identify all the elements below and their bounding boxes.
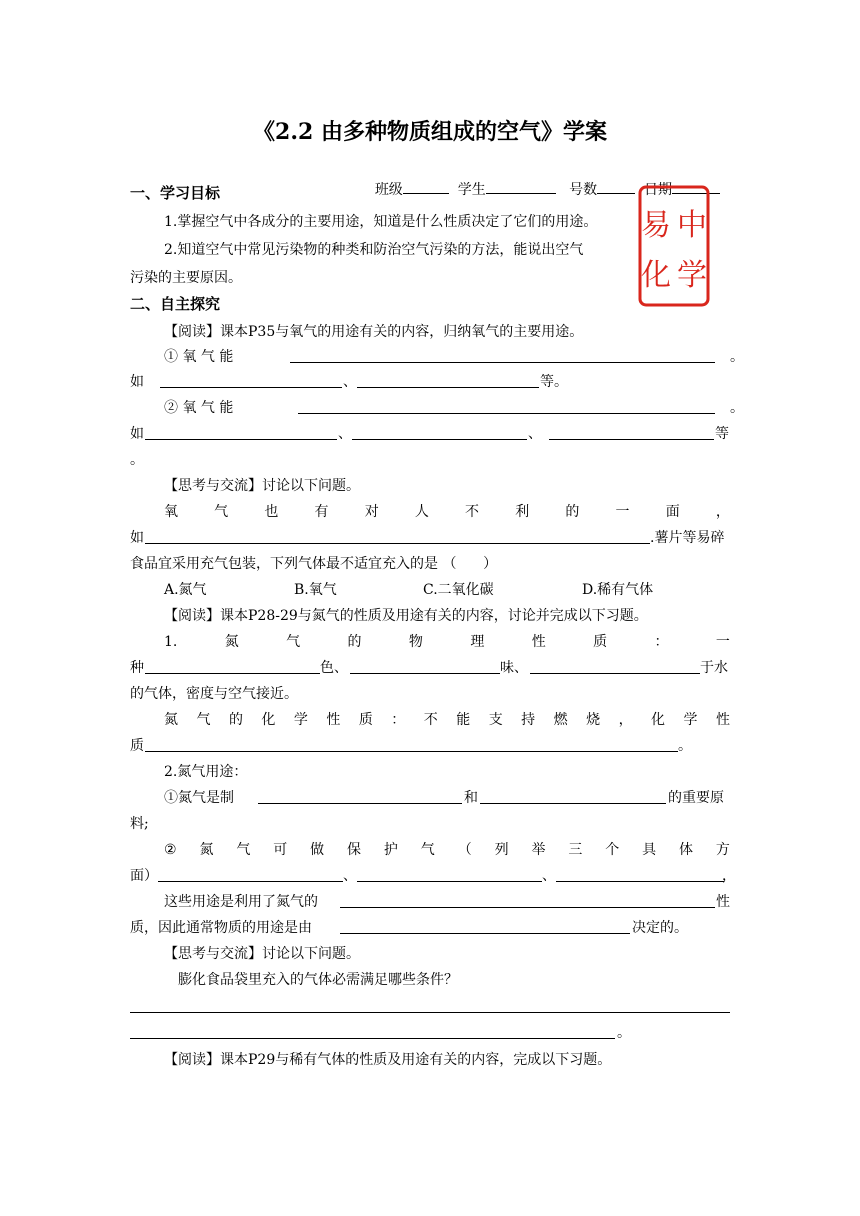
question-line: 食品宜采用充气包装，下列气体最不适宜充入的是 （ ） — [130, 556, 498, 572]
protect-c-blank[interactable] — [556, 881, 724, 882]
number-blank[interactable] — [597, 178, 635, 194]
liao-text: 料; — [130, 816, 149, 832]
oxygen-harm-line: 氧 气 也 有 对 人 不 利 的 一 面 ， — [164, 504, 730, 520]
solubility-blank[interactable] — [530, 673, 700, 674]
choice-b[interactable]: B.氧气 — [294, 582, 337, 598]
think-discuss-1: 【思考与交流】讨论以下问题。 — [164, 478, 360, 494]
svg-text:易: 易 — [641, 208, 671, 243]
chips-text: .薯片等易碎 — [650, 530, 725, 546]
raw-material-b-blank[interactable] — [480, 803, 666, 804]
example-label: 如 — [130, 374, 144, 390]
choice-d[interactable]: D.稀有气体 — [582, 582, 654, 598]
goal-2a: 2.知道空气中常见污染物的种类和防治空气污染的方法，能说出空气 — [164, 242, 584, 258]
period-mark: 。 — [617, 1025, 631, 1041]
svg-text:化: 化 — [641, 258, 671, 293]
period-mark: 。 — [730, 349, 744, 365]
dun-mark: 、 — [343, 868, 357, 884]
goal-1: 1.掌握空气中各成分的主要用途，知道是什么性质决定了它们的用途。 — [164, 214, 598, 230]
class-blank[interactable] — [403, 178, 449, 194]
oxygen-example-1b-blank[interactable] — [357, 387, 539, 388]
number-label: 号数 — [569, 182, 598, 198]
water-text: 于水 — [700, 660, 728, 676]
smell-blank[interactable] — [350, 673, 500, 674]
period-mark: 。 — [678, 738, 692, 754]
dun-mark: 、 — [338, 426, 352, 442]
important-text: 的重要原 — [668, 790, 724, 806]
decided-text: 决定的。 — [632, 920, 688, 936]
example-label: 如 — [130, 530, 144, 546]
smell-text: 味、 — [500, 660, 528, 676]
these-uses-text: 这些用途是利用了氮气的 — [164, 894, 318, 910]
period-mark: 。 — [130, 452, 144, 468]
oxygen-use-2-blank[interactable] — [298, 413, 715, 414]
school-seal-stamp — [638, 185, 710, 307]
puffed-answer-blank-2[interactable] — [130, 1038, 615, 1039]
nitrogen-use-2-line: ② 氮 气 可 做 保 护 气 （ 列 举 三 个 具 体 方 — [164, 842, 730, 858]
zhi-text: 质 — [130, 738, 144, 754]
oxygen-harm-blank[interactable] — [145, 543, 650, 544]
nitrogen-use-1-label: ①氮气是制 — [164, 790, 234, 806]
think-discuss-2: 【思考与交流】讨论以下问题。 — [164, 946, 360, 962]
oxygen-use-2-label: ② 氧 气 能 — [164, 400, 234, 416]
he-text: 和 — [464, 790, 478, 806]
period-mark: 。 — [730, 400, 744, 416]
choice-a[interactable]: A.氮气 — [164, 582, 207, 598]
dun-mark: 、 — [528, 426, 542, 442]
color-blank[interactable] — [145, 673, 320, 674]
comma-mark: ， — [722, 868, 736, 884]
color-text: 色、 — [320, 660, 348, 676]
deng-mark: 等 — [715, 426, 729, 442]
therefore-text: 质，因此通常物质的用途是由 — [130, 920, 312, 936]
oxygen-use-1-blank[interactable] — [290, 362, 715, 363]
svg-text:中: 中 — [677, 208, 707, 243]
read-nitrogen: 【阅读】课本P28-29与氮气的性质及用途有关的内容，讨论并完成以下习题。 — [164, 608, 648, 624]
zhong-text: 种 — [130, 660, 144, 676]
student-blank[interactable] — [486, 178, 556, 194]
section-2-heading: 二、自主探究 — [130, 295, 221, 313]
oxygen-example-2b-blank[interactable] — [352, 439, 527, 440]
oxygen-use-1-label: ① 氧 气 能 — [164, 349, 234, 365]
property-used-blank[interactable] — [340, 907, 715, 908]
chemical-property-blank[interactable] — [145, 751, 678, 752]
mian-text: 面） — [130, 868, 158, 884]
protect-a-blank[interactable] — [158, 881, 343, 882]
student-label: 学生 — [457, 182, 486, 198]
dun-mark: 、 — [343, 374, 357, 390]
svg-text:学: 学 — [677, 258, 707, 293]
oxygen-example-2a-blank[interactable] — [145, 439, 337, 440]
read-noble-gas: 【阅读】课本P29与稀有气体的性质及用途有关的内容，完成以下习题。 — [164, 1052, 612, 1068]
oxygen-example-1a-blank[interactable] — [160, 387, 342, 388]
oxygen-example-2c-blank[interactable] — [549, 439, 714, 440]
puffed-answer-blank-1[interactable] — [130, 1012, 730, 1013]
nitrogen-physical-line: 1. 氮 气 的 物 理 性 质 ： 一 — [164, 634, 730, 650]
choice-c[interactable]: C.二氧化碳 — [423, 582, 494, 598]
date-label: 日期 — [643, 182, 672, 198]
raw-material-a-blank[interactable] — [258, 803, 462, 804]
nitrogen-chemical-line: 氮 气 的 化 学 性 质 ： 不 能 支 持 燃 烧 ， 化 学 性 — [164, 712, 730, 728]
dun-mark: 、 — [542, 868, 556, 884]
protect-b-blank[interactable] — [357, 881, 542, 882]
deng-mark: 等。 — [540, 374, 568, 390]
example-label: 如 — [130, 426, 144, 442]
xing-text: 性 — [716, 894, 730, 910]
nitrogen-use-heading: 2.氮气用途： — [164, 764, 248, 780]
section-1-heading: 一、学习目标 — [130, 184, 221, 202]
puffed-food-question: 膨化食品袋里充入的气体必需满足哪些条件？ — [178, 972, 458, 988]
determined-by-blank[interactable] — [340, 933, 630, 934]
class-label: 班级 — [374, 182, 403, 198]
read-oxygen: 【阅读】课本P35与氧气的用途有关的内容，归纳氧气的主要用途。 — [164, 324, 584, 340]
density-text: 的气体，密度与空气接近。 — [130, 686, 298, 702]
goal-2b: 污染的主要原因。 — [130, 270, 242, 286]
page-title: 《2.2 由多种物质组成的空气》学案 — [253, 119, 607, 145]
